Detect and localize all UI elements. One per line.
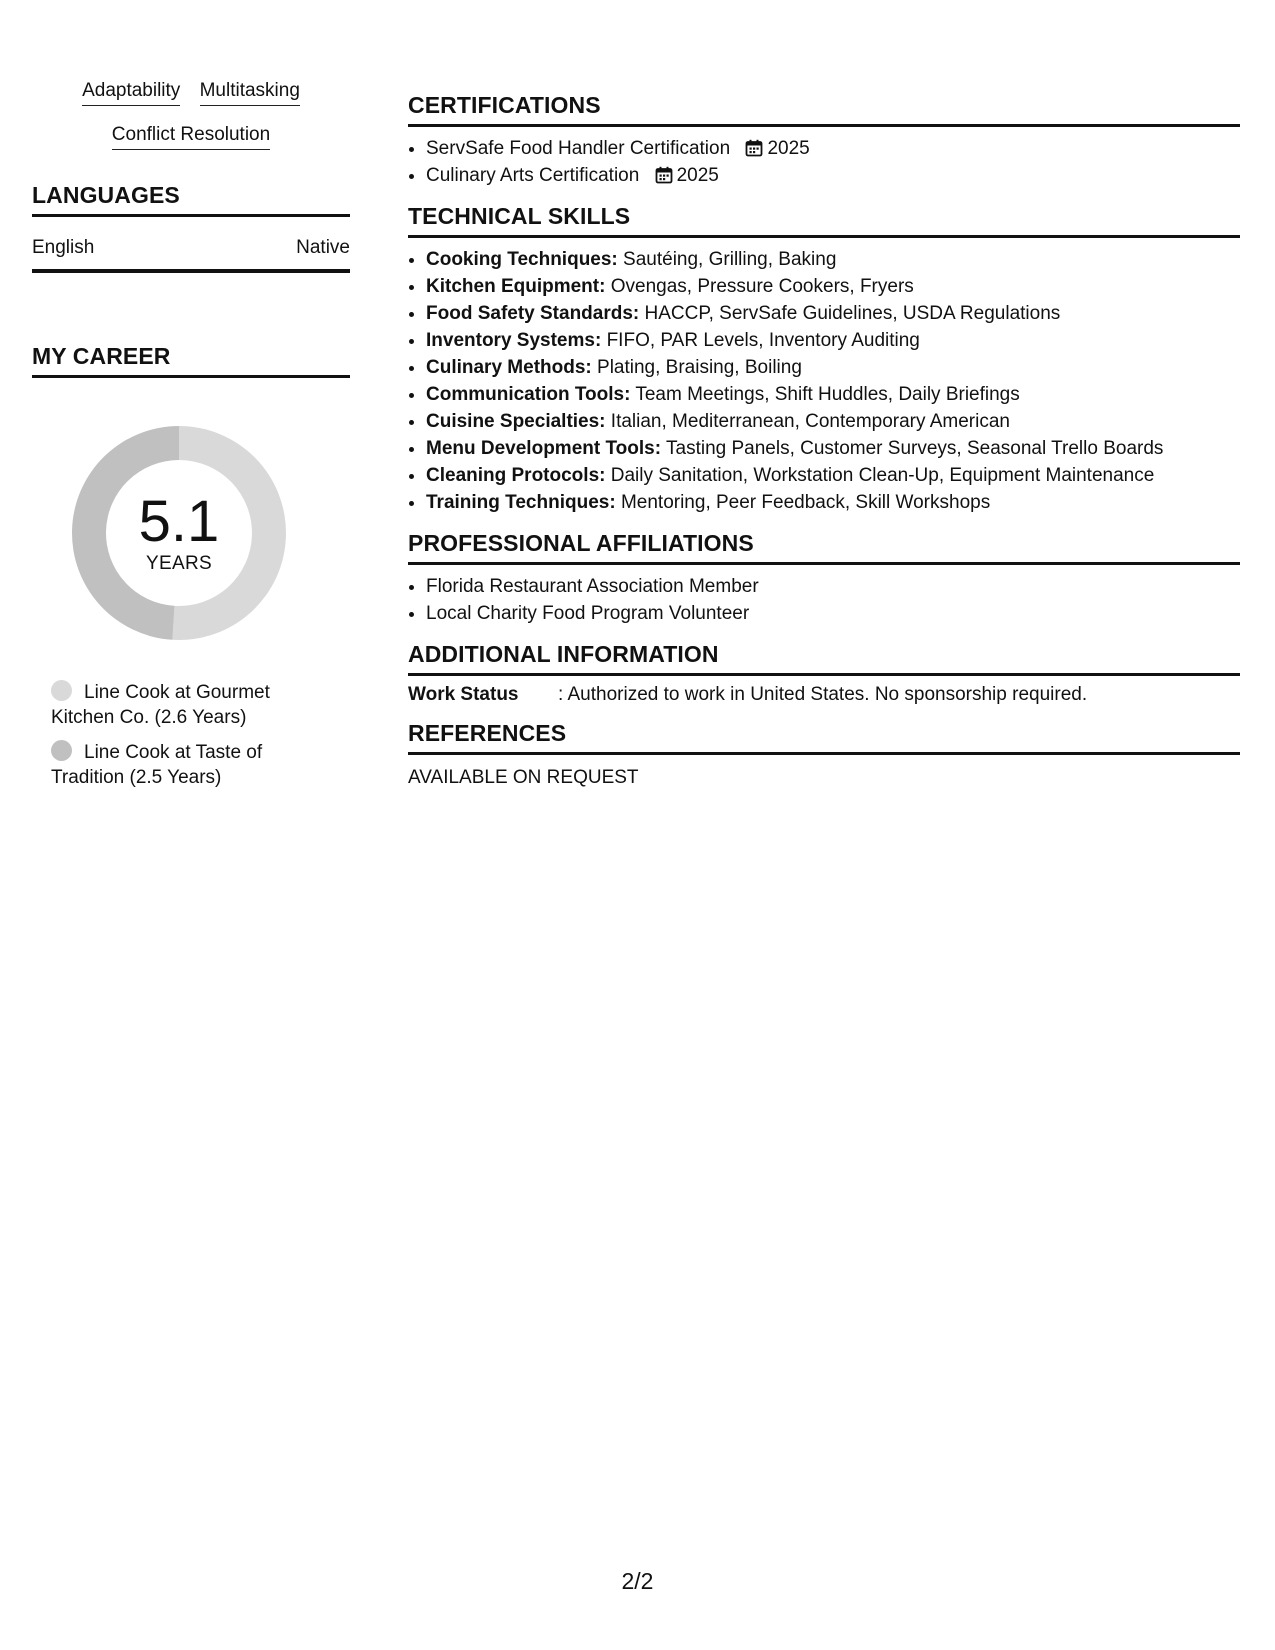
career-role-label: Line Cook at Taste of Tradition (2.5 Years) bbox=[51, 742, 263, 788]
career-title: MY CAREER bbox=[32, 343, 350, 378]
certifications-title: CERTIFICATIONS bbox=[408, 92, 1240, 127]
skill-item bbox=[426, 273, 1240, 300]
skill-value: Plating, Braising, Boiling bbox=[597, 357, 802, 378]
language-level: Native bbox=[296, 237, 350, 258]
career-legend-item bbox=[51, 680, 291, 730]
soft-skill-tag: Adaptability bbox=[82, 80, 180, 106]
page-number: 2/2 bbox=[621, 1568, 654, 1594]
affiliations-title: PROFESSIONAL AFFILIATIONS bbox=[408, 530, 1240, 565]
skill-value: Tasting Panels, Customer Surveys, Seasonal Trello Boards bbox=[666, 438, 1164, 459]
career-section bbox=[32, 343, 350, 790]
skill-label: Menu Development Tools: bbox=[426, 438, 662, 459]
skill-value: Mentoring, Peer Feedback, Skill Workshops bbox=[620, 492, 991, 513]
references-title: REFERENCES bbox=[408, 720, 1240, 755]
skill-item bbox=[426, 435, 1240, 462]
technical-skills-title: TECHNICAL SKILLS bbox=[408, 203, 1240, 238]
soft-skills bbox=[32, 80, 350, 150]
skill-value: Team Meetings, Shift Huddles, Daily Briefings bbox=[635, 384, 1020, 405]
skill-value: Sautéing, Grilling, Baking bbox=[623, 249, 837, 270]
skill-item bbox=[426, 246, 1240, 273]
affiliation-item: • Local Charity Food Program Volunteer bbox=[426, 600, 1240, 627]
career-total-unit: YEARS bbox=[146, 553, 212, 574]
career-total-value: 5.1 bbox=[138, 489, 220, 554]
certification-item bbox=[426, 162, 1240, 189]
skill-label: Cleaning Protocols: bbox=[426, 465, 606, 486]
certification-name: ServSafe Food Handler Certification bbox=[426, 138, 731, 159]
skill-label: Cooking Techniques: bbox=[426, 249, 618, 270]
skill-value: Ovengas, Pressure Cookers, Fryers bbox=[610, 276, 914, 297]
skill-value: HACCP, ServSafe Guidelines, USDA Regulations bbox=[644, 303, 1061, 324]
certification-name: Culinary Arts Certification bbox=[426, 165, 640, 186]
work-status-value: : Authorized to work in United States. No sponsorship required. bbox=[558, 684, 1088, 705]
career-legend-item bbox=[51, 740, 291, 790]
calendar-icon bbox=[655, 166, 673, 184]
skill-item bbox=[426, 354, 1240, 381]
technical-skills-section bbox=[408, 203, 1240, 516]
references-text: AVAILABLE ON REQUEST bbox=[408, 767, 639, 788]
skill-item bbox=[426, 381, 1240, 408]
legend-dot-icon bbox=[51, 740, 72, 761]
skill-value: Daily Sanitation, Workstation Clean-Up, Equipment Maintenance bbox=[610, 465, 1155, 486]
skill-item bbox=[426, 489, 1240, 516]
skill-label: Training Techniques: bbox=[426, 492, 616, 513]
skill-label: Cuisine Specialties: bbox=[426, 411, 606, 432]
skill-value: Italian, Mediterranean, Contemporary American bbox=[610, 411, 1010, 432]
work-status-label: Work Status bbox=[408, 684, 519, 705]
certification-item bbox=[426, 135, 1240, 162]
skill-label: Food Safety Standards: bbox=[426, 303, 640, 324]
skill-label: Communication Tools: bbox=[426, 384, 631, 405]
certification-year: 2025 bbox=[767, 138, 810, 159]
skill-item bbox=[426, 408, 1240, 435]
work-status-row bbox=[408, 684, 1240, 706]
certifications-section bbox=[408, 92, 1240, 189]
skill-label: Kitchen Equipment: bbox=[426, 276, 606, 297]
skill-item bbox=[426, 300, 1240, 327]
legend-dot-icon bbox=[51, 680, 72, 701]
skill-item bbox=[426, 327, 1240, 354]
affiliations-section bbox=[408, 530, 1240, 627]
affiliation-item: • Florida Restaurant Association Member bbox=[426, 573, 1240, 600]
right-column bbox=[408, 92, 1240, 803]
skill-item bbox=[426, 462, 1240, 489]
additional-info-title: ADDITIONAL INFORMATION bbox=[408, 641, 1240, 676]
calendar-icon bbox=[745, 139, 763, 157]
soft-skill-tag: Multitasking bbox=[200, 80, 300, 106]
career-role-label: Line Cook at Gourmet Kitchen Co. (2.6 Years) bbox=[51, 682, 270, 728]
additional-info-section bbox=[408, 641, 1240, 706]
career-legend bbox=[32, 680, 291, 790]
certification-year: 2025 bbox=[676, 165, 719, 186]
left-column bbox=[32, 80, 350, 800]
career-donut-chart bbox=[66, 420, 292, 646]
languages-title: LANGUAGES bbox=[32, 182, 350, 217]
language-row bbox=[32, 217, 350, 273]
skill-value: FIFO, PAR Levels, Inventory Auditing bbox=[606, 330, 920, 351]
skill-label: Inventory Systems: bbox=[426, 330, 602, 351]
skill-label: Culinary Methods: bbox=[426, 357, 592, 378]
language-name: English bbox=[32, 237, 95, 258]
references-section bbox=[408, 720, 1240, 789]
soft-skill-tag: Conflict Resolution bbox=[112, 124, 270, 150]
